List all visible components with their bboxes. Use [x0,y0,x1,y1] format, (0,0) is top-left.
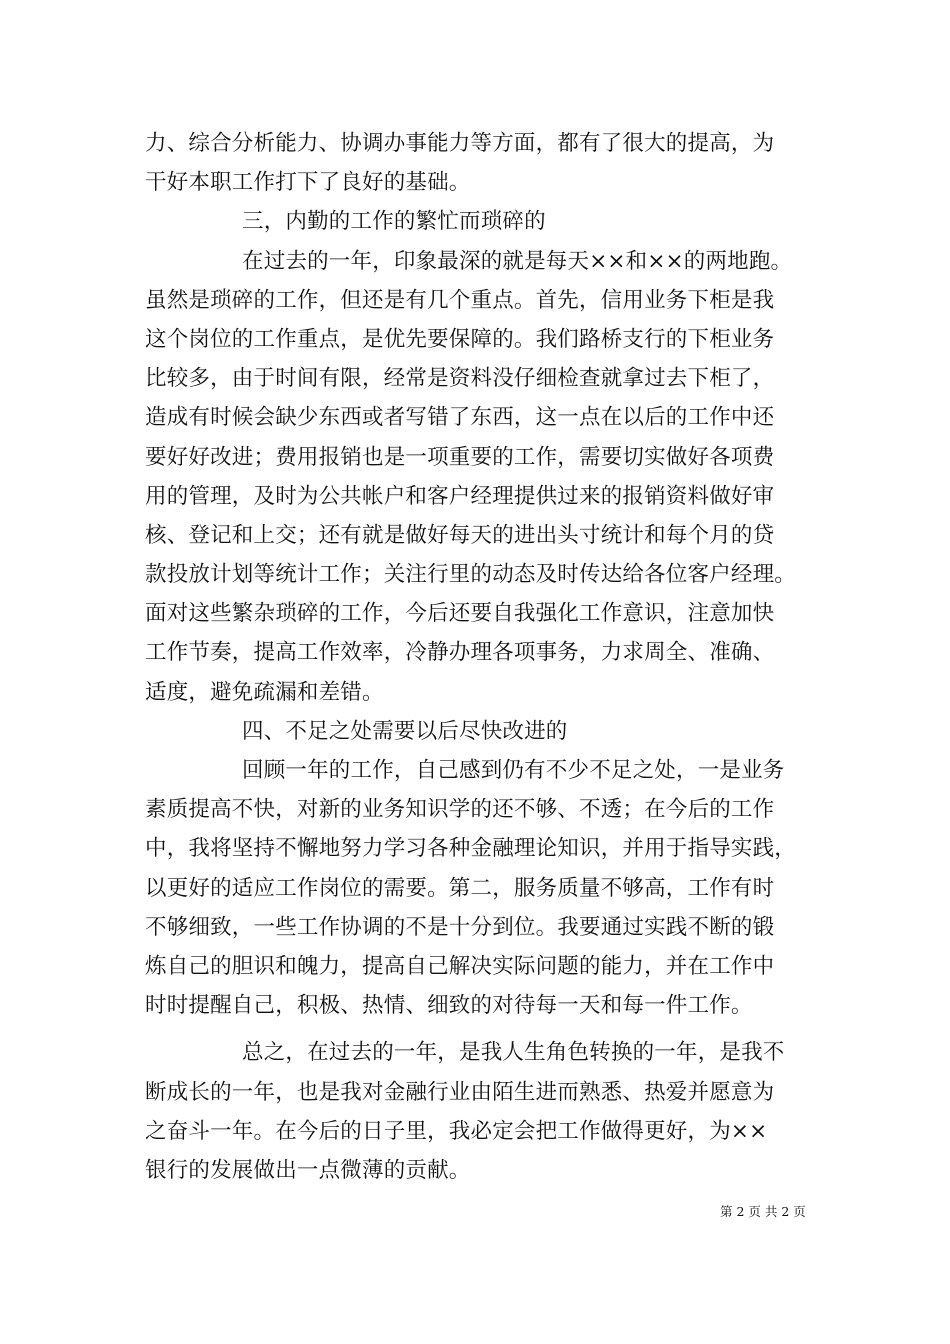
paragraph-line: 这个岗位的工作重点，是优先要保障的。我们路桥支行的下柜业务 [145,326,775,352]
paragraph-line: 造成有时候会缺少东西或者写错了东西，这一点在以后的工作中还 [145,405,775,431]
paragraph-line: 时时提醒自己，积极、热情、细致的对待每一天和每一件工作。 [145,993,753,1019]
paragraph-line: 不够细致，一些工作协调的不是十分到位。我要通过实践不断的锻 [145,914,775,940]
paragraph-line: 之奋斗一年。在今后的日子里，我必定会把工作做得更好，为×× [145,1118,768,1144]
paragraph-line: 面对这些繁杂琐碎的工作，今后还要自我强化工作意识，注意加快 [145,601,775,627]
paragraph-line: 素质提高不快，对新的业务知识学的还不够、不透；在今后的工作 [145,797,775,823]
paragraph-line: 适度，避免疏漏和差错。 [145,679,384,705]
paragraph-line: 炼自己的胆识和魄力，提高自己解决实际问题的能力，并在工作中 [145,953,775,979]
paragraph-line: 比较多，由于时间有限，经常是资料没仔细检查就拿过去下柜了， [145,366,775,392]
paragraph-line: 在过去的一年，印象最深的就是每天××和××的两地跑。 [242,248,793,274]
paragraph-line: 总之，在过去的一年，是我人生角色转换的一年，是我不 [242,1040,785,1066]
section-heading-3: 三，内勤的工作的繁忙而琐碎的 [242,209,546,235]
section-heading-4: 四、不足之处需要以后尽快改进的 [242,718,568,744]
document-body [145,124,825,1190]
paragraph-line: 以更好的适应工作岗位的需要。第二，服务质量不够高，工作有时 [145,875,775,901]
paragraph-line: 干好本职工作打下了良好的基础。 [145,170,471,196]
paragraph-line: 工作节奏，提高工作效率，冷静办理各项事务，力求周全、准确、 [145,640,775,666]
paragraph-line: 核、登记和上交；还有就是做好每天的进出头寸统计和每个月的贷 [145,522,775,548]
paragraph-line: 款投放计划等统计工作；关注行里的动态及时传达给各位客户经理。 [145,562,797,588]
page-number-footer: 第 2 页 共 2 页 [720,1204,806,1219]
paragraph-line: 中，我将坚持不懈地努力学习各种金融理论知识，并用于指导实践， [145,836,797,862]
paragraph-line: 断成长的一年，也是我对金融行业由陌生进而熟悉、热爱并愿意为 [145,1079,775,1105]
paragraph-spacer [145,1025,825,1033]
paragraph-line: 要好好改进；费用报销也是一项重要的工作，需要切实做好各项费 [145,444,775,470]
paragraph-line: 回顾一年的工作，自己感到仍有不少不足之处，一是业务 [242,758,785,783]
paragraph-line: 虽然是琐碎的工作，但还是有几个重点。首先，信用业务下柜是我 [145,287,775,313]
paragraph-line: 银行的发展做出一点微薄的贡献。 [145,1157,471,1183]
paragraph-line: 力、综合分析能力、协调办事能力等方面，都有了很大的提高，为 [145,131,775,156]
paragraph-line: 用的管理，及时为公共帐户和客户经理提供过来的报销资料做好审 [145,483,775,509]
